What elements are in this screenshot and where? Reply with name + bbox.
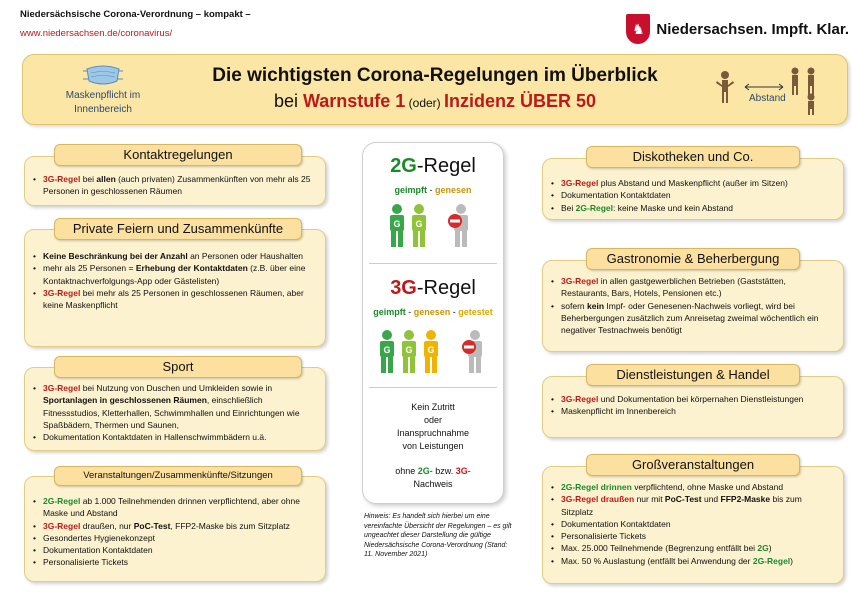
- subtitle-or: (oder): [405, 96, 445, 110]
- no-access-text: Kein Zutritt oder Inanspruchnahme von Leistungen: [396, 402, 470, 451]
- list-item: • Dokumentation Kontaktdaten: [551, 189, 835, 201]
- section-grossveranstaltungen: [542, 466, 844, 584]
- brand: [626, 14, 849, 44]
- list-item: • 3G-Regel bei Nutzung von Duschen und Umkleiden sowie in Sportanlagen in geschlossenen Räumen, einschließlich Fitnessstudios, Kletterhallen, Schwimmhallen und Einrichtungen wie Spaßbädern, Thermen und Saunen,: [33, 382, 317, 431]
- list-item: • sofern kein Impf- oder Genesenen-Nachweis vorliegt, wird bei Beherbergungen zusätzlich zum Anreisetag zweimal wöchentlich ein negativer Testnachweis benötigt: [551, 300, 835, 337]
- rule-2g-heading: 2G-Regel: [390, 155, 476, 177]
- list-item: • Bei 2G-Regel: keine Maske und kein Abstand: [551, 202, 835, 214]
- subtitle-prefix: bei: [273, 91, 303, 111]
- header-url-link[interactable]: www.niedersachsen.de/coronavirus/: [20, 28, 173, 39]
- list-item: • Personalisierte Tickets: [551, 530, 835, 542]
- subtitle-inzidenz: Inzidenz ÜBER 50: [444, 91, 597, 111]
- page-title: Die wichtigsten Corona-Regelungen im Überblick: [212, 65, 658, 86]
- list-item: • Personalisierte Tickets: [33, 556, 317, 568]
- divider: [369, 263, 497, 264]
- list-item: • mehr als 25 Personen = Erhebung der Kontaktdaten (z.B. über eine Kontaktnachverfolgungs-App oder Gästelisten): [33, 262, 317, 287]
- subtitle-warnstufe: Warnstufe 1: [302, 91, 406, 111]
- list-item: • 3G-Regel bei mehr als 25 Personen in geschlossenen Räumen, aber keine Maskenpflicht: [33, 287, 317, 312]
- gastro-title: Gastronomie & Beherbergung: [586, 248, 800, 270]
- list-item: • 3G-Regel plus Abstand und Maskenpflicht (außer im Sitzen): [551, 177, 835, 189]
- svg-text:G: G: [383, 345, 391, 355]
- svg-text:G: G: [393, 219, 401, 229]
- rule-2g-people-icon: [385, 203, 485, 249]
- gastro-list: [551, 275, 835, 336]
- list-item: • 3G-Regel draußen nur mit PoC-Test und FFP2-Maske bis zum Sitzplatz: [551, 493, 835, 518]
- sport-title: Sport: [54, 356, 302, 378]
- title-banner: [22, 54, 848, 125]
- section-veranstaltungen: [24, 476, 326, 582]
- list-item: • 3G-Regel in allen gastgewerblichen Betrieben (Gaststätten, Restaurants, Bars, Hotels, Pensionen etc.): [551, 275, 835, 300]
- svg-text:G: G: [415, 219, 423, 229]
- list-item: • Max. 50 % Auslastung (entfällt bei Anwendung der 2G-Regel): [551, 555, 835, 567]
- disko-title: Diskotheken und Co.: [586, 146, 800, 168]
- list-item: • Dokumentation Kontaktdaten in Hallenschwimmbädern u.ä.: [33, 431, 317, 443]
- section-feiern: [24, 229, 326, 347]
- list-item: • Gesondertes Hygienekonzept: [33, 532, 317, 544]
- list-item: • Maskenpflicht im Innenbereich: [551, 405, 835, 417]
- veranst-title: Veranstaltungen/Zusammenkünfte/Sitzungen: [54, 466, 302, 486]
- gross-list: [551, 481, 835, 567]
- distance-label: Abstand: [749, 93, 786, 104]
- lower-saxony-horse-logo-icon: ♞: [626, 14, 650, 44]
- kontakt-list: [33, 173, 317, 198]
- list-item: • 2G-Regel drinnen verpflichtend, ohne Maske und Abstand: [551, 481, 835, 493]
- kontakt-title: Kontaktregelungen: [54, 144, 302, 166]
- distance-pictogram: [715, 65, 825, 115]
- list-item: • Keine Beschränkung bei der Anzahl an Personen oder Haushalten: [33, 250, 317, 262]
- header-title: Niedersächsische Corona-Verordnung – kompakt –: [20, 9, 251, 20]
- rule-3g-heading: 3G-Regel: [390, 277, 476, 299]
- list-item: • 3G-Regel bei allen (auch privaten) Zusammenkünften von mehr als 25 Personen in geschlossenen Räumen: [33, 173, 317, 198]
- mask-label: Maskenpflicht im Innenbereich: [65, 90, 141, 115]
- rule-3g-sub: geimpft - genesen - getestet: [373, 307, 493, 317]
- gross-title: Großveranstaltungen: [586, 454, 800, 476]
- list-item: • 2G-Regel ab 1.000 Teilnehmenden drinnen verpflichtend, aber ohne Maske und Abstand: [33, 495, 317, 520]
- section-gastronomie: [542, 260, 844, 352]
- rule-3g-people-icon: [375, 329, 495, 375]
- rule-2g-sub: geimpft - genesen: [394, 185, 472, 195]
- feiern-title: Private Feiern und Zusammenkünfte: [54, 218, 302, 240]
- sport-list: [33, 382, 317, 443]
- veranst-list: [33, 495, 317, 569]
- list-item: • 3G-Regel draußen, nur PoC-Test, FFP2-Maske bis zum Sitzplatz: [33, 520, 317, 532]
- feiern-list: [33, 250, 317, 311]
- list-item: • Max. 25.000 Teilnehmende (Begrenzung entfällt bei 2G): [551, 542, 835, 554]
- disclaimer-note: Hinweis: Es handelt sich hierbei um eine vereinfachte Übersicht der Regelungen – es gilt ungeachtet dieser Darstellung die gültige Niedersächsische Corona-Verordnung (Stand: 11. November 2021): [364, 513, 512, 558]
- section-sport: [24, 367, 326, 451]
- dienst-title: Dienstleistungen & Handel: [586, 364, 800, 386]
- brand-text: Niedersachsen. Impft. Klar.: [656, 20, 849, 38]
- without-proof-text: ohne 2G- bzw. 3G- Nachweis: [395, 466, 471, 489]
- dienst-list: [551, 393, 835, 418]
- list-item: • 3G-Regel und Dokumentation bei körpernahen Dienstleistungen: [551, 393, 835, 405]
- divider: [369, 387, 497, 388]
- list-item: • Dokumentation Kontaktdaten: [33, 544, 317, 556]
- distance-people-icon: [715, 65, 825, 115]
- svg-text:G: G: [427, 345, 435, 355]
- list-item: • Dokumentation Kontaktdaten: [551, 518, 835, 530]
- svg-text:G: G: [405, 345, 413, 355]
- rules-center-panel: [362, 142, 504, 504]
- disko-list: [551, 177, 835, 214]
